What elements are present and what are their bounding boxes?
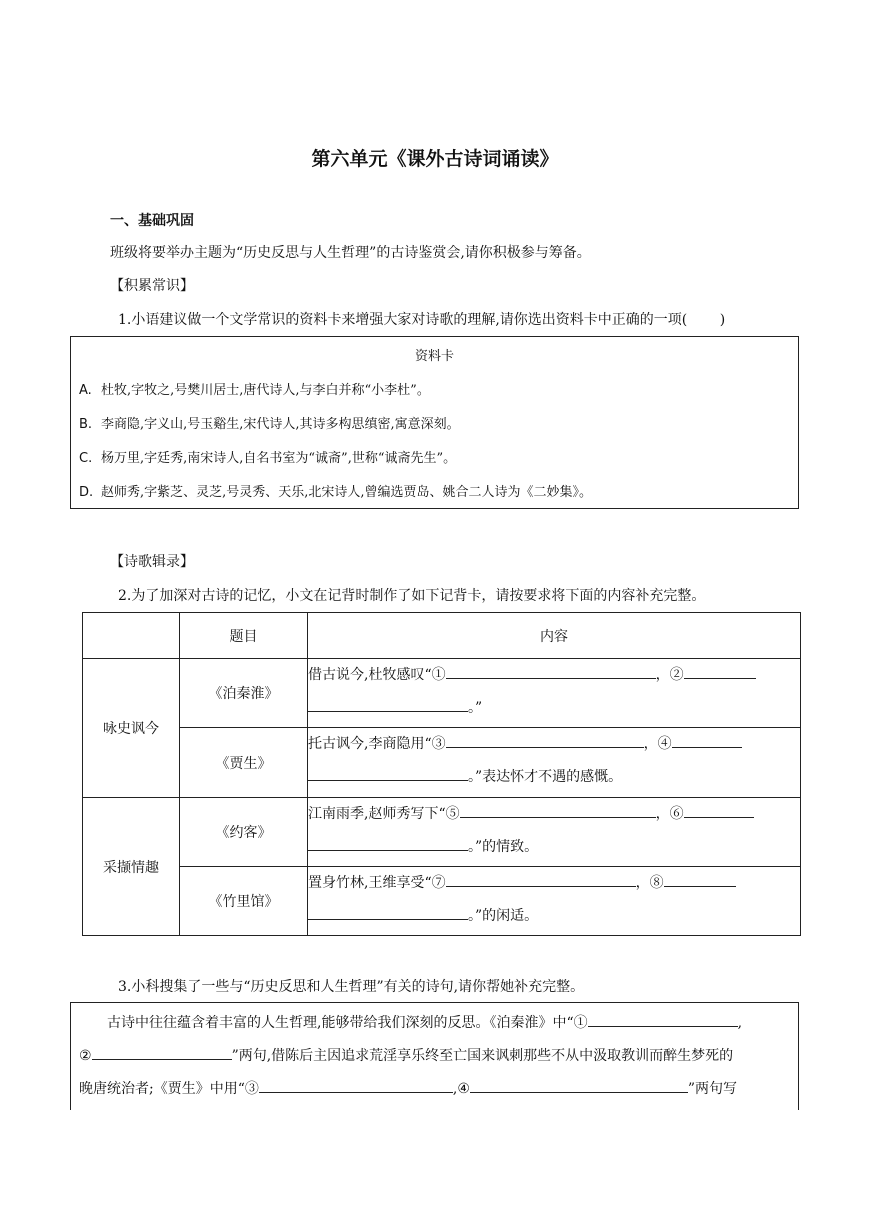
poem-title: 《竹里馆》: [180, 867, 308, 936]
row-content: 托古讽今,李商隐用“③ ，④ 。”表达怀才不遇的感慨。: [308, 728, 801, 798]
answer-blank[interactable]: [446, 733, 644, 748]
table-row: [83, 659, 801, 728]
answer-blank[interactable]: [308, 836, 468, 851]
poem-title: 《贾生》: [180, 728, 308, 798]
row-content: 江南雨季,赵师秀写下“⑤ ，⑥ 。”的情致。: [308, 798, 801, 867]
question-1: 1.小语建议做一个文学常识的资料卡来增强大家对诗歌的理解,请你选出资料卡中正确的一项( ): [118, 312, 726, 328]
accumulation-heading: 【积累常识】: [110, 278, 194, 294]
answer-blank[interactable]: [588, 1012, 738, 1027]
answer-blank[interactable]: [672, 733, 742, 748]
option-d[interactable]: D. 赵师秀,字紫芝、灵芝,号灵秀、天乐,北宋诗人,曾编选贾岛、姚合二人诗为《二妙集》。: [79, 485, 593, 500]
option-b[interactable]: B. 李商隐,字义山,号玉谿生,宋代诗人,其诗多构思缜密,寓意深刻。: [79, 417, 460, 432]
section-heading: 一、基础巩固: [110, 213, 194, 229]
answer-blank[interactable]: [446, 664, 656, 679]
answer-blank[interactable]: [446, 872, 636, 887]
header-content: 内容: [308, 613, 801, 659]
q3-line-3: 晚唐统治者;《贾生》中用“③ ,④ ”两句写: [79, 1073, 791, 1106]
answer-blank[interactable]: [308, 766, 468, 781]
info-card-title: 资料卡: [414, 349, 454, 364]
table-row: [83, 798, 801, 867]
answer-blank[interactable]: [684, 664, 756, 679]
q3-text-box: [70, 1002, 799, 1110]
intro-text: 班级将要举办主题为“历史反思与人生哲理”的古诗鉴赏会,请你积极参与筹备。: [110, 245, 591, 261]
page-title: 第六单元《课外古诗词诵读》: [311, 148, 559, 170]
question-3: 3.小科搜集了一些与“历史反思和人生哲理”有关的诗句,请你帮她补充完整。: [118, 979, 585, 995]
question-2: 2.为了加深对古诗的记忆，小文在记背时制作了如下记背卡，请按要求将下面的内容补充完整。: [118, 588, 706, 604]
answer-blank[interactable]: [92, 1045, 232, 1060]
group-label: 咏史讽今: [83, 659, 180, 798]
table-row: [83, 728, 801, 798]
row-content: 置身竹林,王维享受“⑦ ，⑧ 。”的闲适。: [308, 867, 801, 936]
answer-blank[interactable]: [308, 905, 468, 920]
answer-blank[interactable]: [308, 697, 468, 712]
q3-line-1: 古诗中往往蕴含着丰富的人生哲理,能够带给我们深刻的反思。《泊秦淮》中“① ,: [79, 1007, 791, 1040]
info-card: [70, 336, 799, 509]
answer-blank[interactable]: [470, 1078, 688, 1093]
recite-card-table: [82, 612, 801, 936]
group-label: 采撷情趣: [83, 798, 180, 936]
answer-blank[interactable]: [684, 803, 754, 818]
answer-blank[interactable]: [259, 1078, 453, 1093]
poem-title: 《约客》: [180, 798, 308, 867]
option-a[interactable]: A. 杜牧,字牧之,号樊川居士,唐代诗人,与李白并称“小李杜”。: [79, 383, 430, 398]
answer-blank[interactable]: [460, 803, 656, 818]
poem-heading: 【诗歌辑录】: [110, 554, 194, 570]
poem-title: 《泊秦淮》: [180, 659, 308, 728]
row-content: 借古说今,杜牧感叹“① ，② 。”: [308, 659, 801, 728]
answer-blank[interactable]: [664, 872, 736, 887]
q3-line-2: ② ”两句,借陈后主因追求荒淫享乐终至亡国来讽刺那些不从中汲取教训而醉生梦死的: [79, 1040, 791, 1073]
header-title: 题目: [180, 613, 308, 659]
table-row: [83, 867, 801, 936]
option-c[interactable]: C. 杨万里,字廷秀,南宋诗人,自名书室为“诚斋”,世称“诚斋先生”。: [79, 451, 457, 466]
table-header-row: [83, 613, 801, 659]
